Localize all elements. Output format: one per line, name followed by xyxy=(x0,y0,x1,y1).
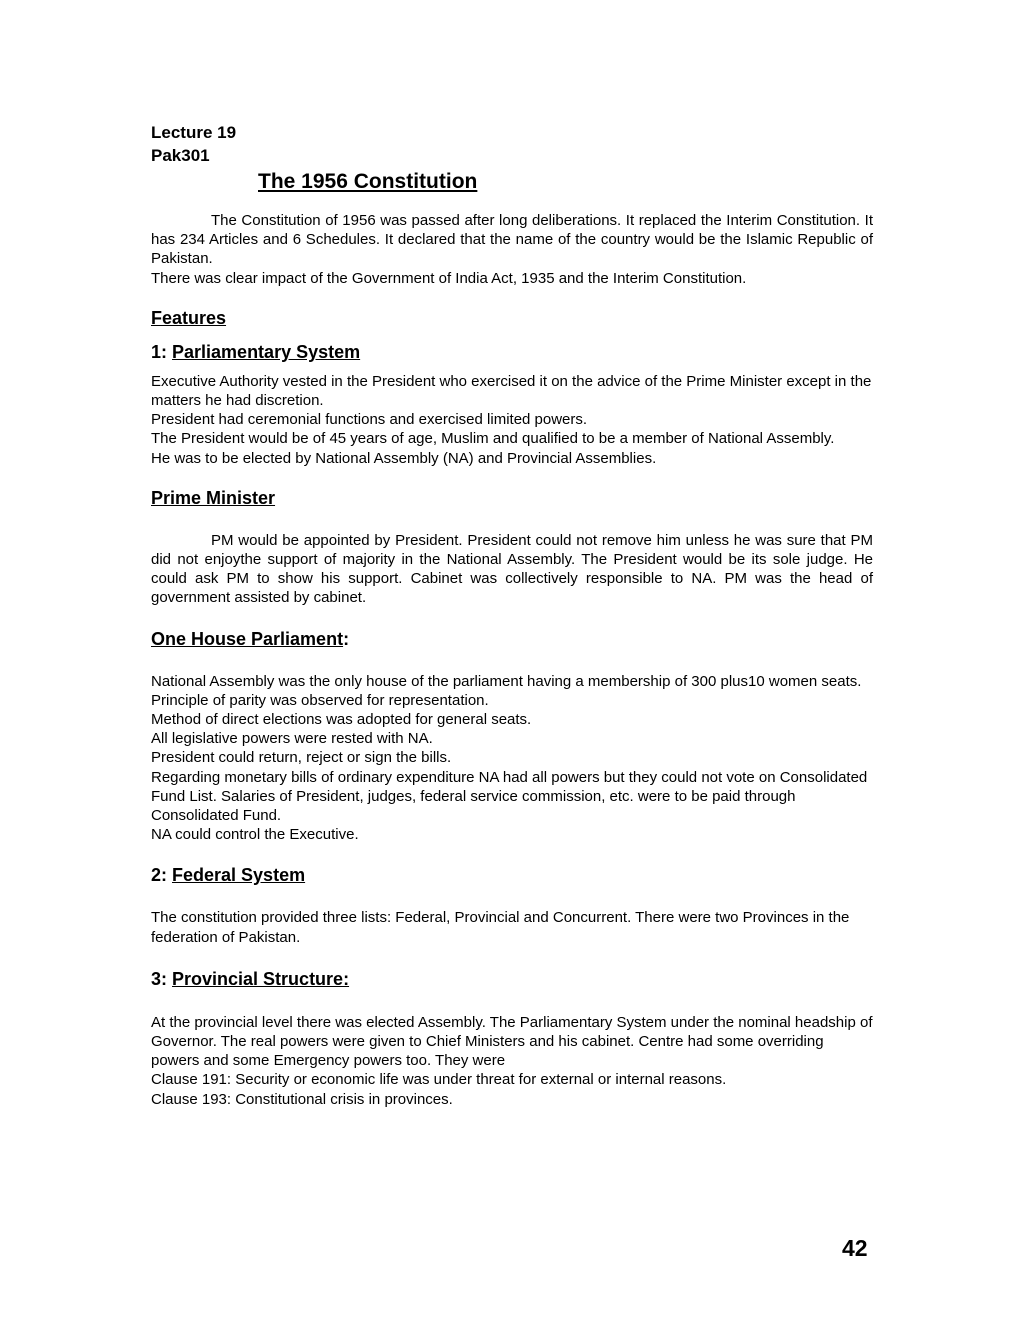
paragraph-line: President could return, reject or sign the bills. xyxy=(151,749,452,767)
prime-minister-paragraph: PM would be appointed by President. President could not remove him unless he was sure that PM did not enjoythe support of majority in the National Assembly. The President would be its sole judge. He could ask PM to show his support. Cabinet was collectively responsible to NA. PM was the head of government assisted by cabinet. xyxy=(151,531,873,607)
paragraph-line: Clause 193: Constitutional crisis in provinces. xyxy=(151,1090,453,1108)
lecture-label: Lecture 19 xyxy=(151,123,237,142)
intro-paragraph: The Constitution of 1956 was passed after long deliberations. It replaced the Interim Constitution. It has 234 Articles and 6 Schedules. It declared that the name of the country would be the Islamic Republic of Pakistan. xyxy=(151,212,873,268)
features-heading: Features xyxy=(151,307,227,328)
section-heading-parliamentary: 1: Parliamentary System xyxy=(151,341,361,362)
page-title: The 1956 Constitution xyxy=(258,170,478,193)
section-heading-one-house: One House Parliament: xyxy=(151,628,350,649)
paragraph-line: National Assembly was the only house of the parliament having a membership of 300 plus10 women seats. Principle of parity was observed for representation. xyxy=(151,672,862,709)
paragraph-line: President had ceremonial functions and exercised limited powers. xyxy=(151,411,588,429)
paragraph-line: Method of direct elections was adopted for general seats. xyxy=(151,711,532,729)
paragraph-line: Clause 191: Security or economic life was under threat for external or internal reasons. xyxy=(151,1071,727,1089)
intro-paragraph-2: There was clear impact of the Government of India Act, 1935 and the Interim Constitution. xyxy=(151,269,747,287)
paragraph-line: NA could control the Executive. xyxy=(151,826,359,844)
section-heading-provincial: 3: Provincial Structure: xyxy=(151,968,350,989)
paragraph-line: At the provincial level there was elected Assembly. The Parliamentary System under the nominal headship of Governor. The real powers were given to Chief Ministers and his cabinet. Centre had some overriding powers and some Emergency powers too. They were xyxy=(151,1013,873,1070)
section-heading-prime-minister: Prime Minister xyxy=(151,487,276,508)
section-heading-federal: 2: Federal System xyxy=(151,865,306,886)
page-number: 42 xyxy=(842,1235,868,1261)
paragraph-line: Executive Authority vested in the President who exercised it on the advice of the Prime Minister except in the matters he had discretion. xyxy=(151,372,872,410)
federal-paragraph: The constitution provided three lists: Federal, Provincial and Concurrent. There were two Provinces in the federation of Pakistan. xyxy=(151,909,850,946)
document-page xyxy=(151,121,873,1109)
paragraph-line: He was to be elected by National Assembly (NA) and Provincial Assemblies. xyxy=(151,449,657,467)
course-code: Pak301 xyxy=(151,146,210,165)
paragraph-line: Regarding monetary bills of ordinary expenditure NA had all powers but they could not vote on Consolidated Fund List. Salaries of President, judges, federal service commission, etc. were to be paid through Consolidated Fund. xyxy=(151,768,868,825)
paragraph-line: The President would be of 45 years of age, Muslim and qualified to be a member of National Assembly. xyxy=(151,430,835,448)
paragraph-line: All legislative powers were rested with NA. xyxy=(151,730,433,748)
